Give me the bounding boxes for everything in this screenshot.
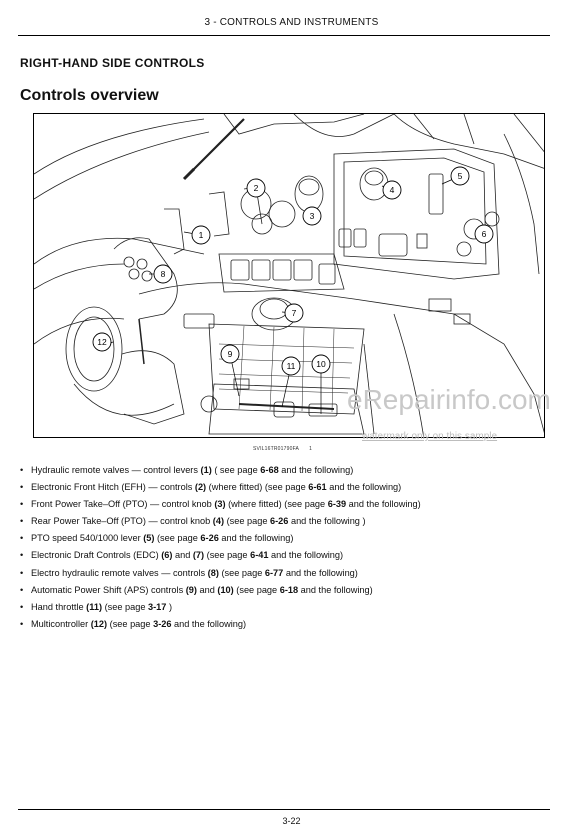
svg-text:9: 9 <box>227 349 233 359</box>
item-reference: 3-26 <box>153 618 172 629</box>
item-text: and the following ) <box>288 516 366 527</box>
list-item <box>20 496 560 513</box>
item-reference: (1) <box>200 465 212 475</box>
bullet-icon: • <box>20 499 24 510</box>
item-reference: 6-26 <box>200 533 219 544</box>
item-text: Electronic Draft Controls (EDC) <box>31 550 162 561</box>
item-reference: (3) <box>214 499 226 510</box>
bullet-icon: • <box>20 482 24 493</box>
item-text: Rear Power Take–Off (PTO) — control knob <box>31 516 213 527</box>
item-reference: 6-61 <box>308 482 327 493</box>
list-item <box>20 479 560 496</box>
list-item <box>20 513 560 530</box>
item-text: Front Power Take–Off (PTO) — control knob <box>31 499 215 510</box>
item-reference: (7) <box>192 550 205 561</box>
item-text: Multicontroller <box>31 618 91 629</box>
item-text: and the following) <box>278 465 354 475</box>
bullet-icon: • <box>20 567 24 578</box>
bullet-icon: • <box>20 550 24 561</box>
page-heading: Controls overview <box>20 87 159 104</box>
svg-text:2: 2 <box>253 183 259 193</box>
item-text: (where fitted) (see page <box>206 482 309 493</box>
callout-12 <box>93 333 111 351</box>
callout-4 <box>383 181 401 199</box>
item-reference: (6) <box>161 550 173 561</box>
svg-text:4: 4 <box>389 185 395 195</box>
item-text: and <box>172 550 193 561</box>
callout-2 <box>247 179 265 197</box>
bullet-icon: • <box>20 601 24 612</box>
figure-number: 1 <box>309 446 313 452</box>
item-text: (where fitted) (see page <box>225 499 328 510</box>
svg-text:12: 12 <box>97 337 107 347</box>
item-reference: 6-77 <box>264 567 284 578</box>
callout-3 <box>303 207 321 225</box>
item-text: and the following) <box>218 533 294 544</box>
bullet-icon: • <box>20 584 24 595</box>
chapter-title: 3 - CONTROLS AND INSTRUMENTS <box>204 17 379 28</box>
bullet-icon: • <box>20 465 24 475</box>
item-text: ) <box>166 601 173 612</box>
item-text: ( see page <box>211 465 261 475</box>
item-reference: (2) <box>194 482 207 493</box>
svg-text:8: 8 <box>160 269 166 279</box>
item-reference: (12) <box>90 618 108 629</box>
controls-list <box>20 462 560 633</box>
item-text: (see page <box>224 516 271 527</box>
callout-1 <box>192 226 210 244</box>
item-reference: 6-41 <box>250 550 269 561</box>
list-item <box>20 582 560 599</box>
item-text: (see page <box>218 567 265 578</box>
list-item <box>20 616 560 633</box>
bullet-icon: • <box>20 533 24 544</box>
callout-9 <box>221 345 239 363</box>
watermark-note: watermark only on this sample <box>362 431 498 442</box>
item-text: Electro hydraulic remote valves — controls <box>31 567 208 578</box>
svg-text:1: 1 <box>198 230 204 240</box>
item-text: Electronic Front Hitch (EFH) — controls <box>31 482 195 493</box>
callout-10 <box>312 355 330 373</box>
item-text: Hand throttle <box>31 601 87 612</box>
item-text: and the following) <box>171 618 247 629</box>
item-text: and the following) <box>268 550 344 561</box>
item-reference: 6-18 <box>279 584 299 595</box>
item-reference: 6-39 <box>327 499 347 510</box>
item-reference: (8) <box>207 567 219 578</box>
list-item <box>20 565 560 582</box>
item-reference: (5) <box>143 533 155 544</box>
item-text: (see page <box>233 584 280 595</box>
item-text: PTO speed 540/1000 lever <box>31 533 144 544</box>
item-reference: (4) <box>212 516 225 527</box>
item-reference: 6-26 <box>270 516 289 527</box>
callout-7 <box>285 304 303 322</box>
item-text: and the following) <box>283 567 358 578</box>
svg-text:5: 5 <box>457 171 463 181</box>
list-item <box>20 599 560 616</box>
svg-text:6: 6 <box>481 229 487 239</box>
item-text: (see page <box>102 601 148 612</box>
item-text: and <box>196 584 218 595</box>
item-text: (see page <box>204 550 251 561</box>
item-reference: (9) <box>185 584 197 595</box>
item-reference: 6-68 <box>260 465 279 475</box>
list-item <box>20 547 560 564</box>
figure-reference <box>253 446 312 452</box>
item-reference: 3-17 <box>148 601 167 612</box>
watermark-logo-text: eRepairinfo.com <box>347 384 551 415</box>
list-item <box>20 530 560 547</box>
callout-6 <box>475 225 493 243</box>
figure-code: SVIL16TR01790FA <box>253 446 300 452</box>
svg-text:11: 11 <box>286 361 296 371</box>
section-title: RIGHT-HAND SIDE CONTROLS <box>20 56 205 70</box>
item-text: Hydraulic remote valves — control levers <box>31 465 201 475</box>
svg-text:7: 7 <box>291 308 297 318</box>
header-rule <box>18 35 550 36</box>
item-text: (see page <box>107 618 154 629</box>
footer-rule <box>18 809 550 810</box>
svg-text:10: 10 <box>316 359 326 369</box>
callout-5 <box>451 167 469 185</box>
item-reference: (10) <box>217 584 234 595</box>
callout-11 <box>282 357 300 375</box>
item-text: and the following) <box>346 499 421 510</box>
item-text: Automatic Power Shift (APS) controls <box>31 584 186 595</box>
list-item <box>20 462 560 479</box>
callout-8 <box>154 265 172 283</box>
item-text: (see page <box>154 533 201 544</box>
bullet-icon: • <box>20 618 24 629</box>
item-text: and the following) <box>326 482 402 493</box>
svg-text:3: 3 <box>309 211 315 221</box>
bullet-icon: • <box>20 516 24 527</box>
page-number: 3-22 <box>282 816 301 826</box>
item-reference: (11) <box>86 601 103 612</box>
item-text: and the following) <box>298 584 373 595</box>
